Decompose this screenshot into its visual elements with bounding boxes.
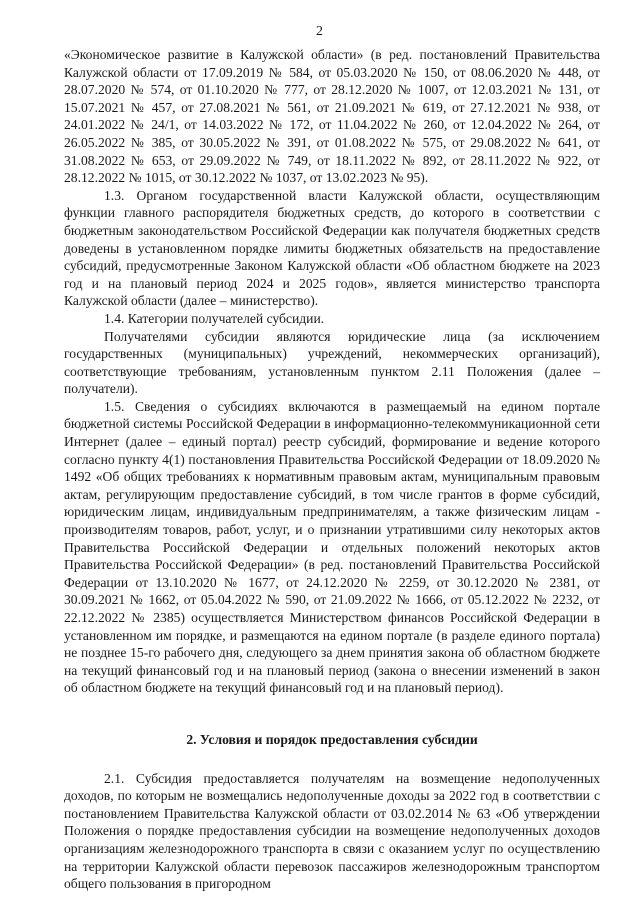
paragraph-1-4: 1.4. Категории получателей субсидии. <box>104 310 325 326</box>
paragraph-2-1: 2.1. Субсидия предоставляется получателям на возмещение недополученных доходов, по которым не возмещались недополученные доходы за 2022 год в соответствии с постановлением Правительства Калужской области от 03.02.2014 № 63 «Об утверждении Положения о порядке предоставления субсидии на возмещение недополученных доходов организациям железнодорожного транспорта в связи с оказанием услуг по осуществлению на территории Калужской области перевозок пассажиров железнодорожным транспортом общего пользования в пригородном <box>64 770 600 892</box>
document-body <box>64 46 600 893</box>
paragraph-1-5: 1.5. Сведения о субсидиях включаются в размещаемый на едином портале бюджетной системы Российской Федерации в информационно-телекоммуникационной сети Интернет (далее – единый портал) реестр субсидий, формирование и ведение которого согласно пункту 4(1) постановления Правительства Российской Федерации от 18.09.2020 № 1492 «Об общих требованиях к нормативным правовым актам, муниципальным правовым актам, регулирующим предоставление субсидий, в том числе грантов в форме субсидий, юридическим лицам, индивидуальным предпринимателям, а также физическим лицам - производителям товаров, работ, услуг, и о признании утратившими силу некоторых актов Правительства Российской Федерации и отдельных положений некоторых актов Правительства Российской Федерации» (в ред. постановлений Правительства Российской Федерации от 13.10.2020 № 1677, от 24.12.2020 № 2259, от 30.12.2020 № 2381, от 30.09.2021 № 1662, от 05.04.2022 № 590, от 21.09.2022 № 1666, от 05.12.2022 № 2232, от 22.12.2022 № 2385) осуществляется Министерством финансов Российской Федерации в установленном им порядке, и размещаются на едином портале (в разделе единого портала) не позднее 15-го рабочего дня, следующего за днем принятия закона об областном бюджете на текущий финансовый год и на плановый период (закона о внесении изменений в закон об областном бюджете на текущий финансовый год и на плановый период). <box>64 398 600 696</box>
section-heading: 2. Условия и порядок предоставления субсидии <box>186 731 478 747</box>
paragraph-1-3: 1.3. Органом государственной власти Калужской области, осуществляющим функции главного распорядителя бюджетных средств, до которого в соответствии с бюджетным законодательством Российской Федерации как получателя бюджетных средств доведены в установленном порядке лимиты бюджетных обязательств на предоставление субсидий, предусмотренные Законом Калужской области «Об областном бюджете на 2023 год и на плановый период 2024 и 2025 годов», является министерство транспорта Калужской области (далее – министерство). <box>64 187 600 309</box>
paragraph-amendments-list: «Экономическое развитие в Калужской области» (в ред. постановлений Правительства Калужской области от 17.09.2019 № 584, от 05.03.2020 № 150, от 08.06.2020 № 448, от 28.07.2020 № 574, от 01.10.2020 № 777, от 28.12.2020 № 1007, от 12.03.2021 № 131, от 15.07.2021 № 457, от 27.08.2021 № 561, от 21.09.2021 № 619, от 27.12.2021 № 938, от 24.01.2022 № 24/1, от 14.03.2022 № 172, от 11.04.2022 № 260, от 12.04.2022 № 264, от 26.05.2022 № 385, от 30.05.2022 № 391, от 01.08.2022 № 575, от 29.08.2022 № 641, от 31.08.2022 № 653, от 29.09.2022 № 749, от 18.11.2022 № 892, от 28.11.2022 № 922, от 28.12.2022 № 1015, от 30.12.2022 № 1037, от 13.02.2023 № 95). <box>64 47 600 186</box>
page-number: 2 <box>316 24 323 39</box>
paragraph-recipients: Получателями субсидии являются юридические лица (за исключением государственных (муниципальных) учреждений, некоммерческих организаций), соответствующие требованиям, установленным пунктом 2.11 Положения (далее – получатели). <box>64 328 600 397</box>
